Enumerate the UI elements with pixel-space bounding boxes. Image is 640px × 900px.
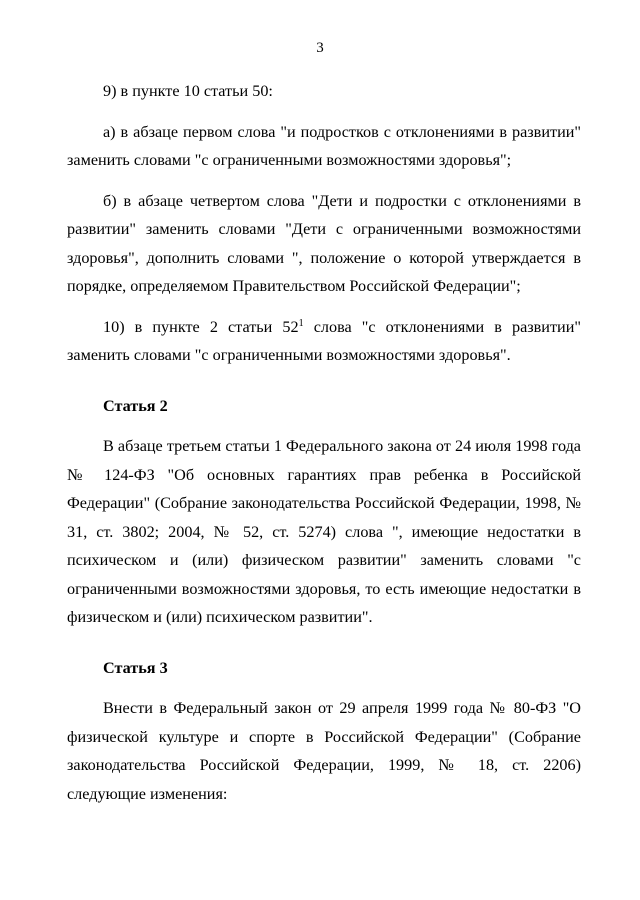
item-9a: а) в абзаце первом слова "и подростков с отклонениями в развитии" заменить словами "с ограниченными возможностями здоровья"; xyxy=(67,122,581,169)
item-10 xyxy=(67,313,581,370)
item-10-start: 10) в пункте 2 статьи 52 xyxy=(103,317,299,336)
item-10-end: слова "с отклонениями в развитии" заменить словами "с ограниченными возможностями здоровья". xyxy=(67,317,581,364)
document-body xyxy=(67,77,581,808)
item-9b: б) в абзаце четвертом слова "Дети и подростки с отклонениями в развитии" заменить словами "Дети с ограниченными возможностями здоровья", дополнить словами ", положение о которой утверждается в порядке, определяемом Правительством Российской Федерации"; xyxy=(67,191,581,295)
item-9-title: 9) в пункте 10 статьи 50: xyxy=(103,82,273,100)
page-number: 3 xyxy=(316,40,324,56)
article-2-heading: Статья 2 xyxy=(103,396,168,415)
article-2-text: В абзаце третьем статьи 1 Федерального закона от 24 июля 1998 года № 124-ФЗ "Об основных гарантиях прав ребенка в Российской Федерации" (Собрание законодательства Российской Федерации, 1998, № 31, ст. 3802; 2004, № 52, ст. 5274) слова ", имеющие недостатки в психическом и (или) физическом развитии" заменить словами "с ограниченными возможностями здоровья, то есть имеющие недостатки в физическом и (или) психическом развитии". xyxy=(67,437,581,626)
item-10-superscript: 1 xyxy=(298,317,304,329)
article-3-heading: Статья 3 xyxy=(103,658,168,677)
article-3-text: Внести в Федеральный закон от 29 апреля 1999 года № 80-ФЗ "О физической культуре и спорте в Российской Федерации" (Собрание законодательства Российской Федерации, 1999, № 18, ст. 2206) следующие изменения: xyxy=(67,699,581,803)
